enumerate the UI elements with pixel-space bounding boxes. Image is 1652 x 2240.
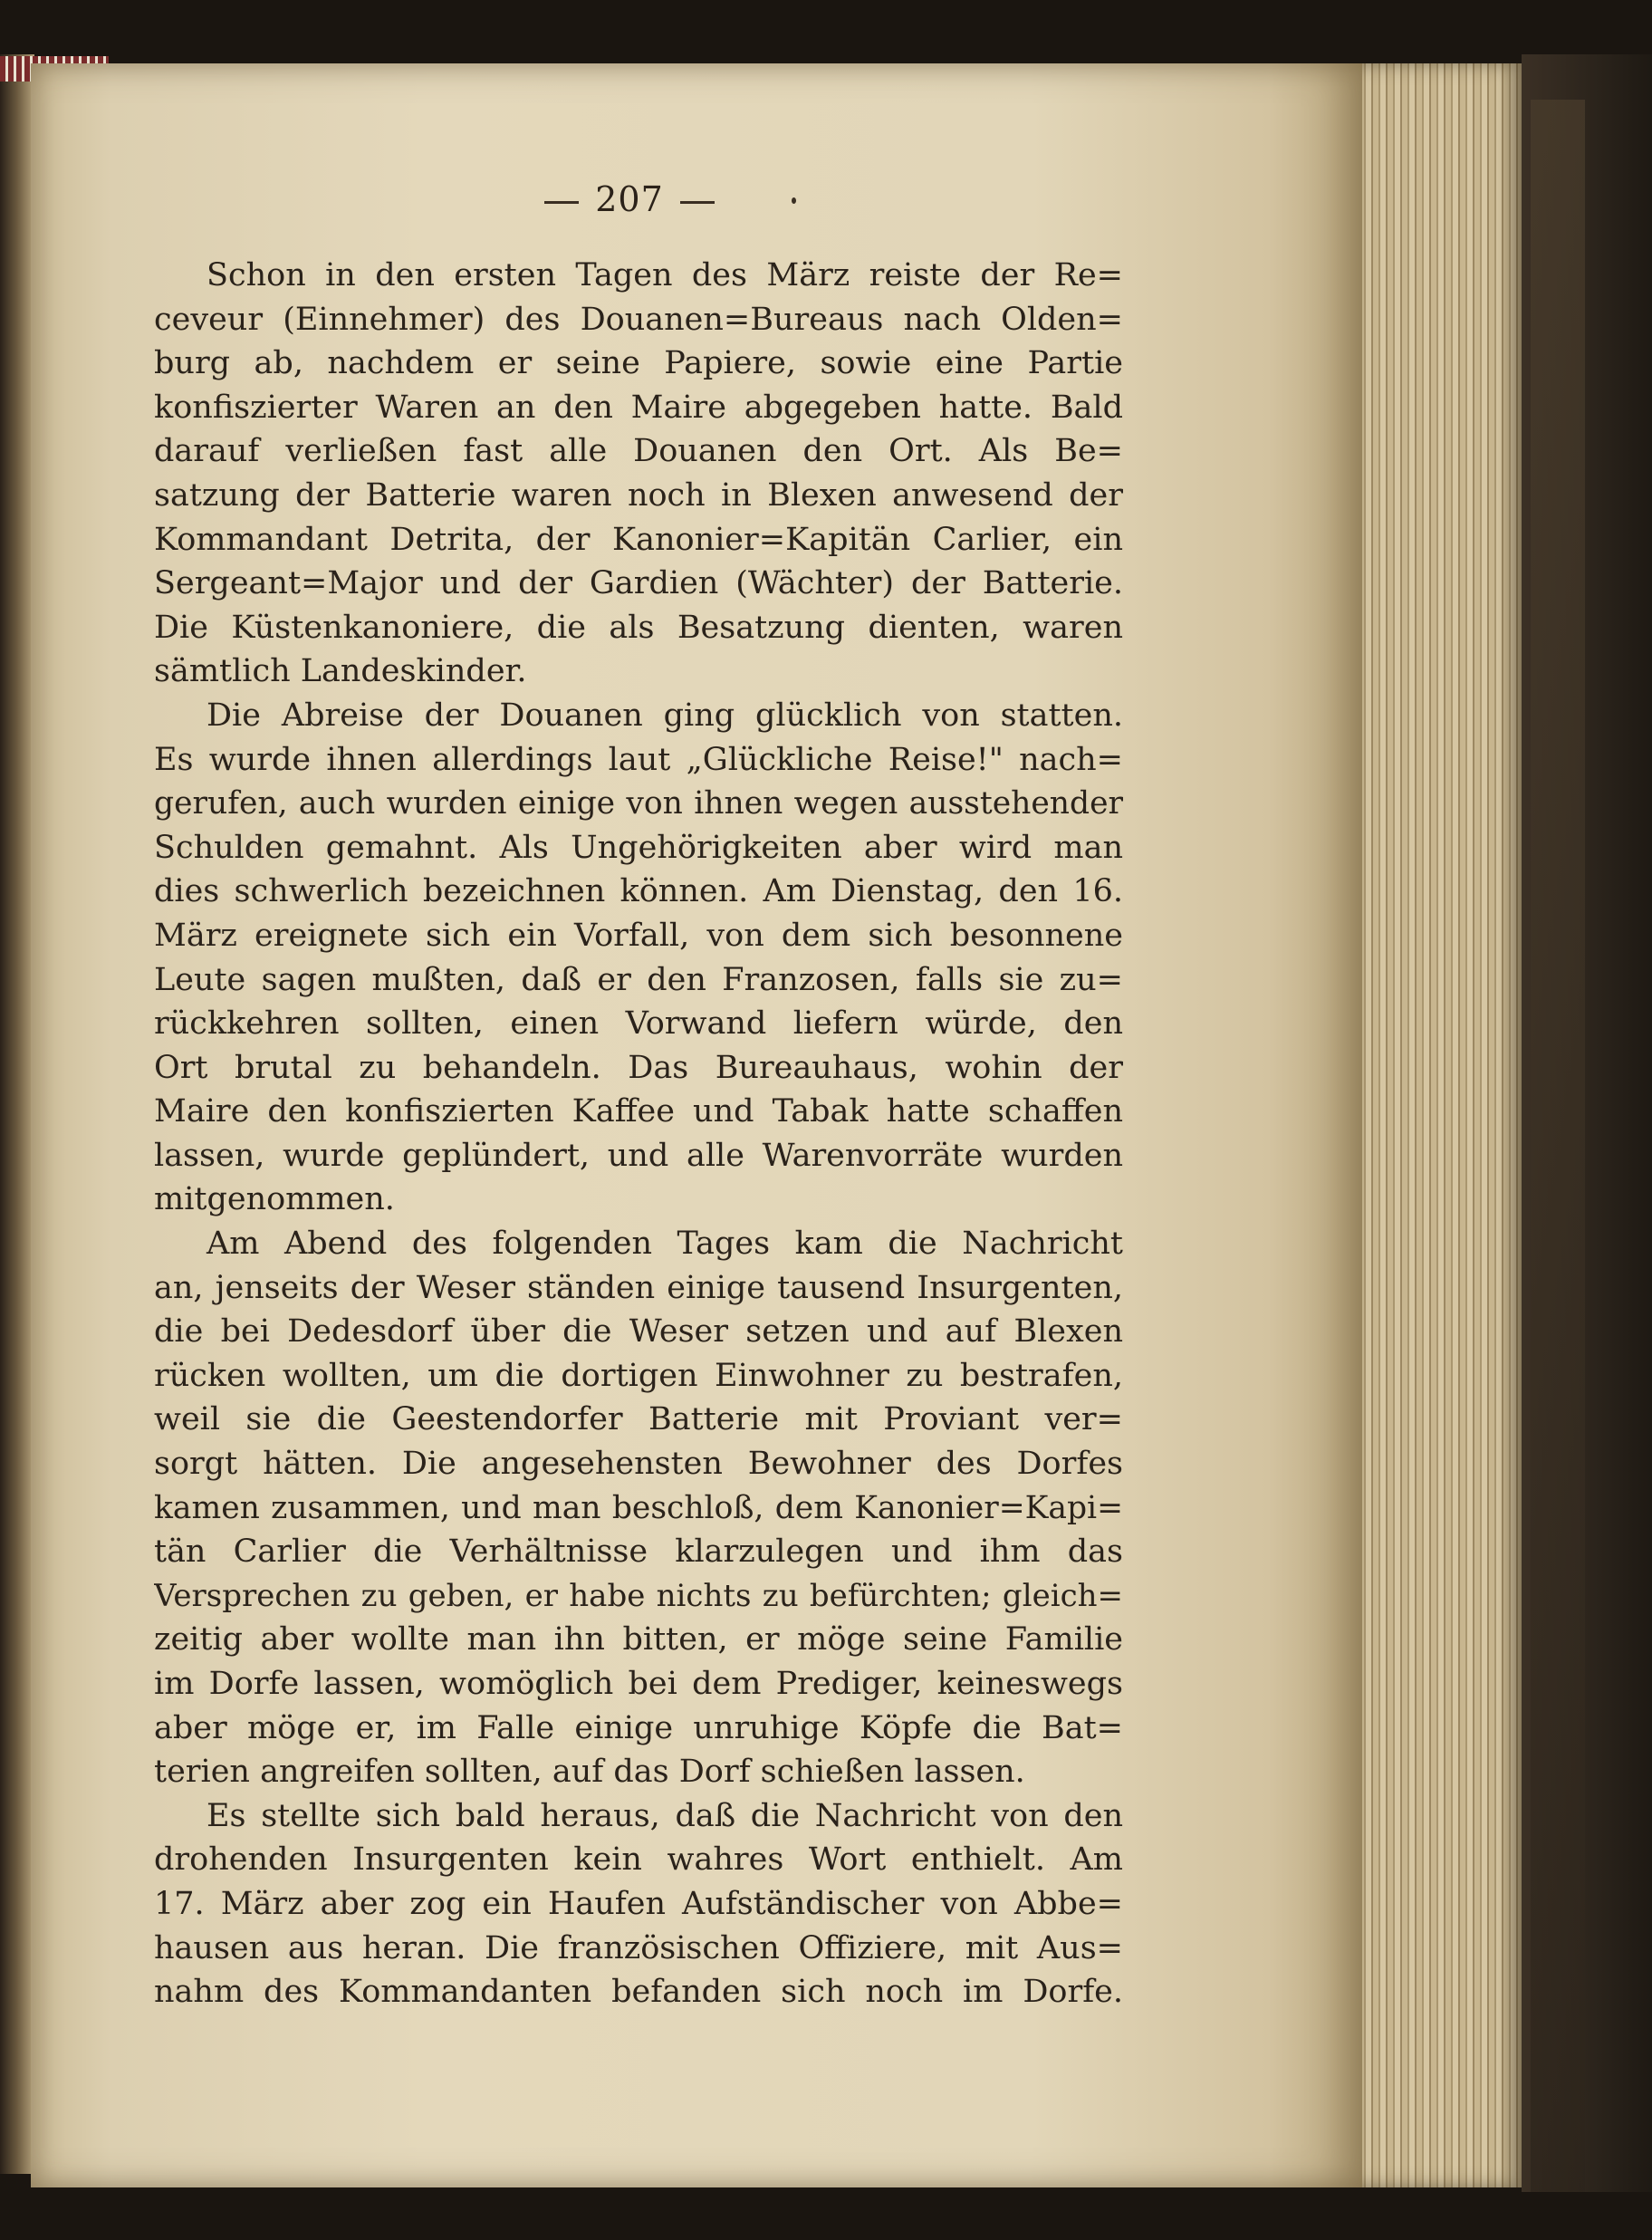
text-line: Es wurde ihnen allerdings laut „Glückliche Reise!" nach= <box>154 741 1123 778</box>
ink-spot <box>792 197 796 204</box>
text-line: hausen aus heran. Die französischen Offiziere, mit Aus= <box>154 1929 1123 1966</box>
text-line: Sergeant=Major und der Gardien (Wächter) der Batterie. <box>154 565 1123 602</box>
cover-leather-edge <box>1531 100 1585 2192</box>
text-line: Leute sagen mußten, daß er den Franzosen, falls sie zu= <box>154 961 1123 998</box>
text-line: mitgenommen. <box>154 1181 395 1218</box>
text-line: nahm des Kommandanten befanden sich noch im Dorfe. <box>154 1974 1123 2011</box>
text-line: Die Küstenkanoniere, die als Besatzung dienten, waren <box>154 609 1123 646</box>
text-line: an, jenseits der Weser ständen einige tausend Insurgenten, <box>154 1269 1123 1306</box>
text-line: sämtlich Landeskinder. <box>154 653 527 690</box>
text-line: rücken wollten, um die dortigen Einwohner zu bestrafen, <box>154 1357 1123 1394</box>
text-line: rückkehren sollten, einen Vorwand liefern würde, den <box>154 1005 1123 1043</box>
text-line: Maire den konfiszierten Kaffee und Tabak hatte schaffen <box>154 1093 1123 1130</box>
text-line: lassen, wurde geplündert, und alle Warenvorräte wurden <box>154 1137 1123 1174</box>
facing-page-edge <box>0 54 34 2174</box>
text-line: die bei Dedesdorf über die Weser setzen und auf Blexen <box>154 1313 1123 1351</box>
text-line: Versprechen zu geben, er habe nichts zu befürchten; gleich= <box>154 1577 1123 1614</box>
body-text <box>154 254 1123 2014</box>
text-line: zeitig aber wollte man ihn bitten, er möge seine Familie <box>154 1621 1123 1658</box>
text-line: burg ab, nachdem er seine Papiere, sowie eine Partie <box>154 345 1123 382</box>
text-line: gerufen, auch wurden einige von ihnen wegen ausstehender <box>154 785 1123 822</box>
page-block-edges <box>1359 63 1522 2187</box>
text-line: darauf verließen fast alle Douanen den Ort. Als Be= <box>154 433 1123 470</box>
text-line: dies schwerlich bezeichnen können. Am Dienstag, den 16. <box>154 873 1123 910</box>
text-line: Ort brutal zu behandeln. Das Bureauhaus, wohin der <box>154 1049 1123 1086</box>
text-line: weil sie die Geestendorfer Batterie mit Proviant ver= <box>154 1401 1123 1438</box>
page-number: 207 <box>595 179 664 219</box>
text-line: sorgt hätten. Die angesehensten Bewohner des Dorfes <box>154 1446 1123 1483</box>
text-line: drohenden Insurgenten kein wahres Wort enthielt. Am <box>154 1841 1123 1879</box>
text-line: Schon in den ersten Tagen des März reiste der Re= <box>206 257 1123 293</box>
text-line: Es stellte sich bald heraus, daß die Nachricht von den <box>206 1797 1123 1834</box>
text-line: kamen zusammen, und man beschloß, dem Kanonier=Kapi= <box>154 1489 1123 1526</box>
text-line: terien angreifen sollten, auf das Dorf schießen lassen. <box>154 1754 1025 1791</box>
text-line: satzung der Batterie waren noch in Blexen anwesend der <box>154 476 1123 514</box>
text-line: Am Abend des folgenden Tages kam die Nachricht <box>206 1226 1123 1263</box>
page-header <box>516 179 743 219</box>
text-line: März ereignete sich ein Vorfall, von dem sich besonnene <box>154 917 1123 954</box>
text-line: Die Abreise der Douanen ging glücklich von statten. <box>206 697 1123 734</box>
text-line: 17. März aber zog ein Haufen Aufständischer von Abbe= <box>154 1885 1123 1922</box>
header-dash-left <box>544 201 579 204</box>
text-line: aber möge er, im Falle einige unruhige Köpfe die Bat= <box>154 1709 1123 1746</box>
text-line: Schulden gemahnt. Als Ungehörigkeiten aber wird man <box>154 829 1123 866</box>
text-line: tän Carlier die Verhältnisse klarzulegen und ihm das <box>154 1533 1123 1571</box>
header-dash-right <box>680 201 715 204</box>
text-line: im Dorfe lassen, womöglich bei dem Prediger, keineswegs <box>154 1666 1123 1702</box>
text-line: ceveur (Einnehmer) des Douanen=Bureaus nach Olden= <box>154 301 1123 338</box>
text-line: konfiszierter Waren an den Maire abgegeben hatte. Bald <box>154 389 1123 426</box>
text-line: Kommandant Detrita, der Kanonier=Kapitän Carlier, ein <box>154 521 1123 558</box>
